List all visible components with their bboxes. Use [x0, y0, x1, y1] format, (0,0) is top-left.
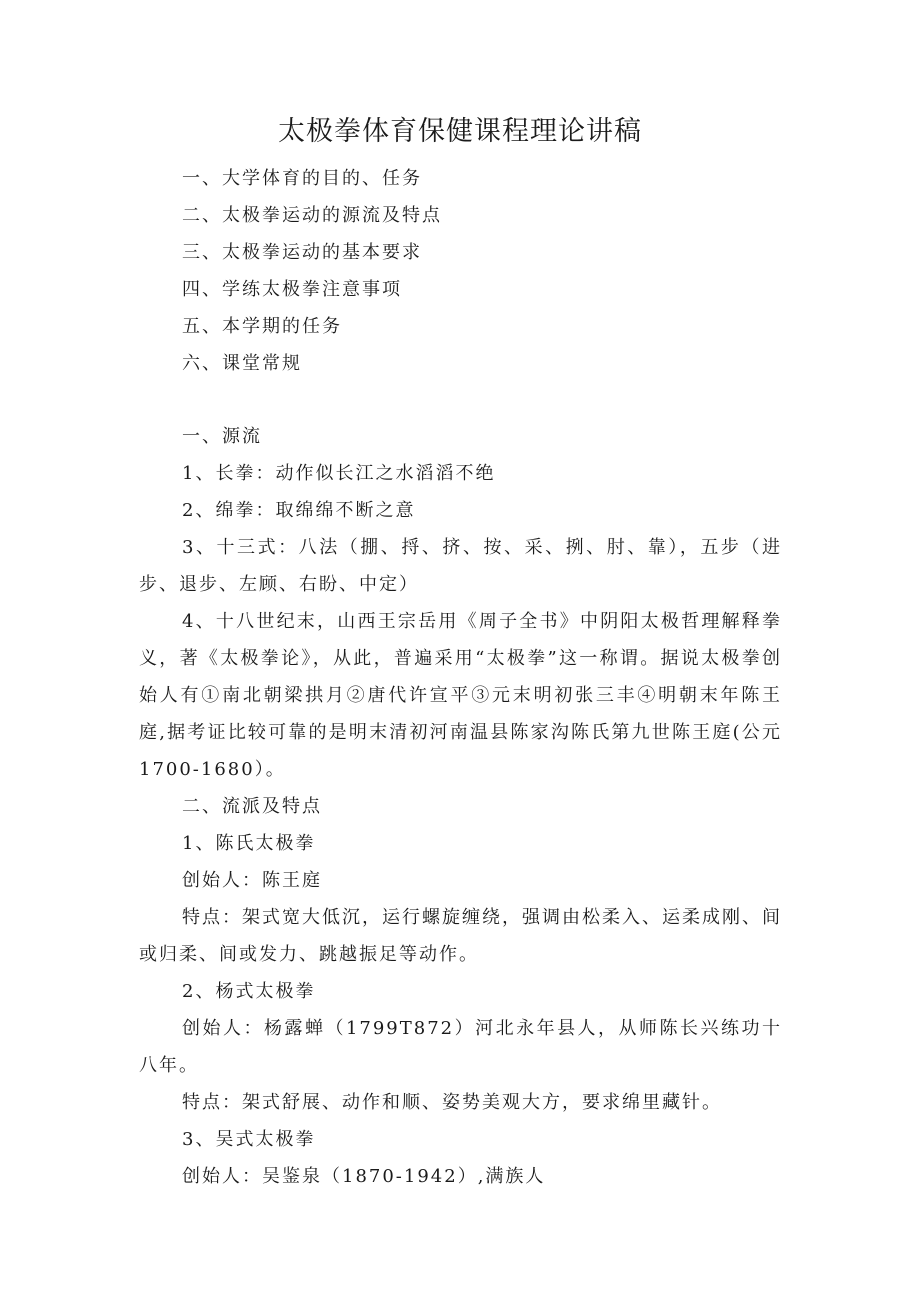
- section-heading: 一、源流: [182, 426, 262, 447]
- section-heading: 二、流派及特点: [182, 796, 322, 817]
- outline-item: 六、课堂常规: [182, 353, 302, 374]
- paragraph: 创始人：陈王庭: [182, 870, 322, 891]
- paragraph: 特点：架式舒展、动作和顺、姿势美观大方，要求绵里藏针。: [182, 1092, 722, 1113]
- subheading: 3、吴式太极拳: [182, 1129, 316, 1150]
- paragraph: 1、长拳：动作似长江之水滔滔不绝: [182, 463, 496, 484]
- paragraph: 特点：架式宽大低沉，运行螺旋缠绕，强调由松柔入、运柔成刚、间或归柔、间或发力、跳越振足等动作。: [139, 907, 782, 965]
- subheading: 1、陈氏太极拳: [182, 833, 316, 854]
- paragraph: 2、绵拳：取绵绵不断之意: [182, 500, 416, 521]
- paragraph: 4、十八世纪末，山西王宗岳用《周子全书》中阴阳太极哲理解释拳义，著《太极拳论》，从此，普遍采用“太极拳”这一称谓。据说太极拳创始人有①南北朝梁拱月②唐代许宣平③元末明初张三丰④明朝末年陈王庭,据考证比较可靠的是明末清初河南温县陈家沟陈氏第九世陈王庭(公元1700-1680）。: [139, 611, 782, 780]
- outline-item: 四、学练太极拳注意事项: [182, 279, 402, 300]
- paragraph: 创始人：吴鉴泉（1870-1942）,满族人: [182, 1166, 546, 1187]
- paragraph: 创始人：杨露蝉（1799T872）河北永年县人，从师陈长兴练功十八年。: [139, 1018, 782, 1076]
- subheading: 2、杨式太极拳: [182, 981, 316, 1002]
- paragraph: 3、十三式：八法（掤、捋、挤、按、采、挒、肘、靠），五步（进步、退步、左顾、右盼、中定）: [139, 537, 782, 595]
- document-body: [139, 418, 782, 1195]
- outline-item: 三、太极拳运动的基本要求: [182, 242, 422, 263]
- outline-list: [182, 160, 442, 382]
- outline-item: 五、本学期的任务: [182, 316, 342, 337]
- outline-item: 二、太极拳运动的源流及特点: [182, 205, 442, 226]
- outline-item: 一、大学体育的目的、任务: [182, 168, 422, 189]
- document-title: 太极拳体育保健课程理论讲稿: [278, 116, 642, 147]
